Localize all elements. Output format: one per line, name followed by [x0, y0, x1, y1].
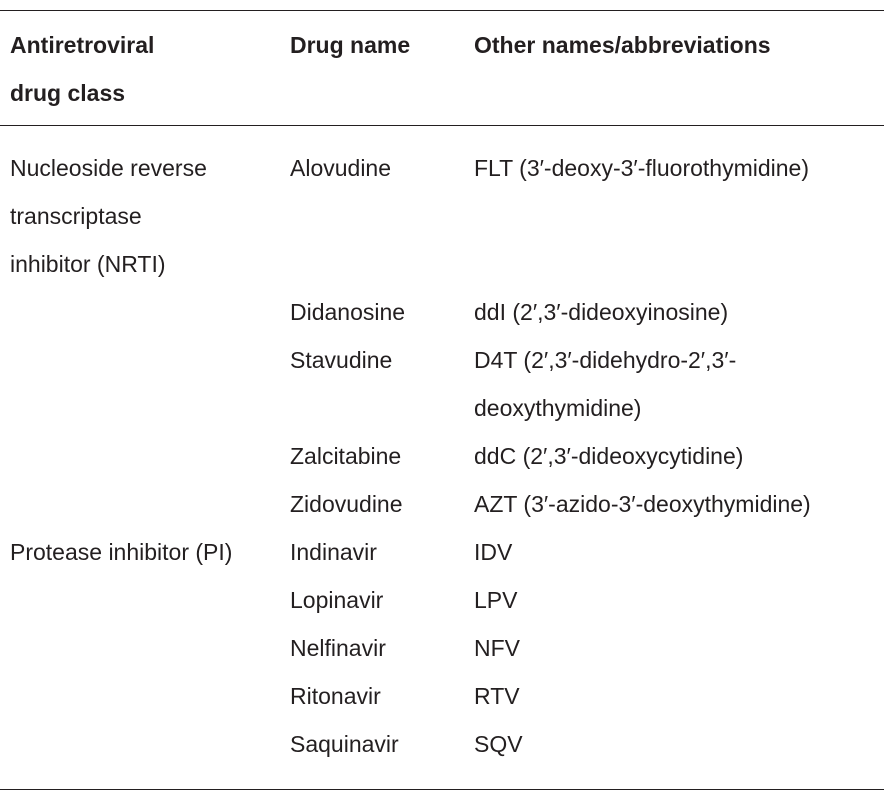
drug-name-cell: Nelfinavir — [290, 635, 386, 661]
group-nrti-line3: inhibitor (NRTI) — [10, 251, 166, 277]
group-label-pi: Protease inhibitor (PI) — [10, 539, 233, 565]
drug-name-cell: Lopinavir — [290, 587, 384, 613]
other-names-cell: LPV — [474, 587, 518, 613]
drug-name-cell: Zalcitabine — [290, 443, 402, 469]
other-names-cell: ddC (2′,3′-dideoxycytidine) — [474, 443, 744, 469]
drug-name-cell: Zidovudine — [290, 491, 403, 517]
table-bottom-rule — [0, 789, 884, 790]
drug-name-cell: Saquinavir — [290, 731, 399, 757]
header-other-names: Other names/abbreviations — [474, 32, 771, 58]
other-names-line2: deoxythymidine) — [474, 395, 642, 421]
header-rule — [0, 125, 884, 126]
other-names-cell: IDV — [474, 539, 513, 565]
other-names-cell — [474, 336, 736, 432]
other-names-line1: D4T (2′,3′-didehydro-2′,3′- — [474, 347, 737, 373]
drug-name-cell: Stavudine — [290, 347, 393, 373]
other-names-cell: FLT (3′-deoxy-3′-fluorothymidine) — [474, 155, 810, 181]
drug-name-cell: Alovudine — [290, 155, 392, 181]
header-drug-name: Drug name — [290, 32, 411, 58]
other-names-cell: AZT (3′-azido-3′-deoxythymidine) — [474, 491, 811, 517]
header-drug-class-line2: drug class — [10, 80, 126, 106]
drug-name-cell: Indinavir — [290, 539, 377, 565]
other-names-cell: NFV — [474, 635, 520, 661]
group-nrti-line1: Nucleoside reverse — [10, 155, 207, 181]
drug-name-cell: Ritonavir — [290, 683, 381, 709]
group-label-nrti — [10, 144, 207, 288]
table-top-rule — [0, 10, 884, 11]
header-drug-class-line1: Antiretroviral — [10, 32, 155, 58]
other-names-cell: ddI (2′,3′-dideoxyinosine) — [474, 299, 729, 325]
drug-name-cell: Didanosine — [290, 299, 406, 325]
other-names-cell: SQV — [474, 731, 523, 757]
group-nrti-line2: transcriptase — [10, 203, 142, 229]
header-drug-class — [10, 21, 154, 117]
other-names-cell: RTV — [474, 683, 520, 709]
